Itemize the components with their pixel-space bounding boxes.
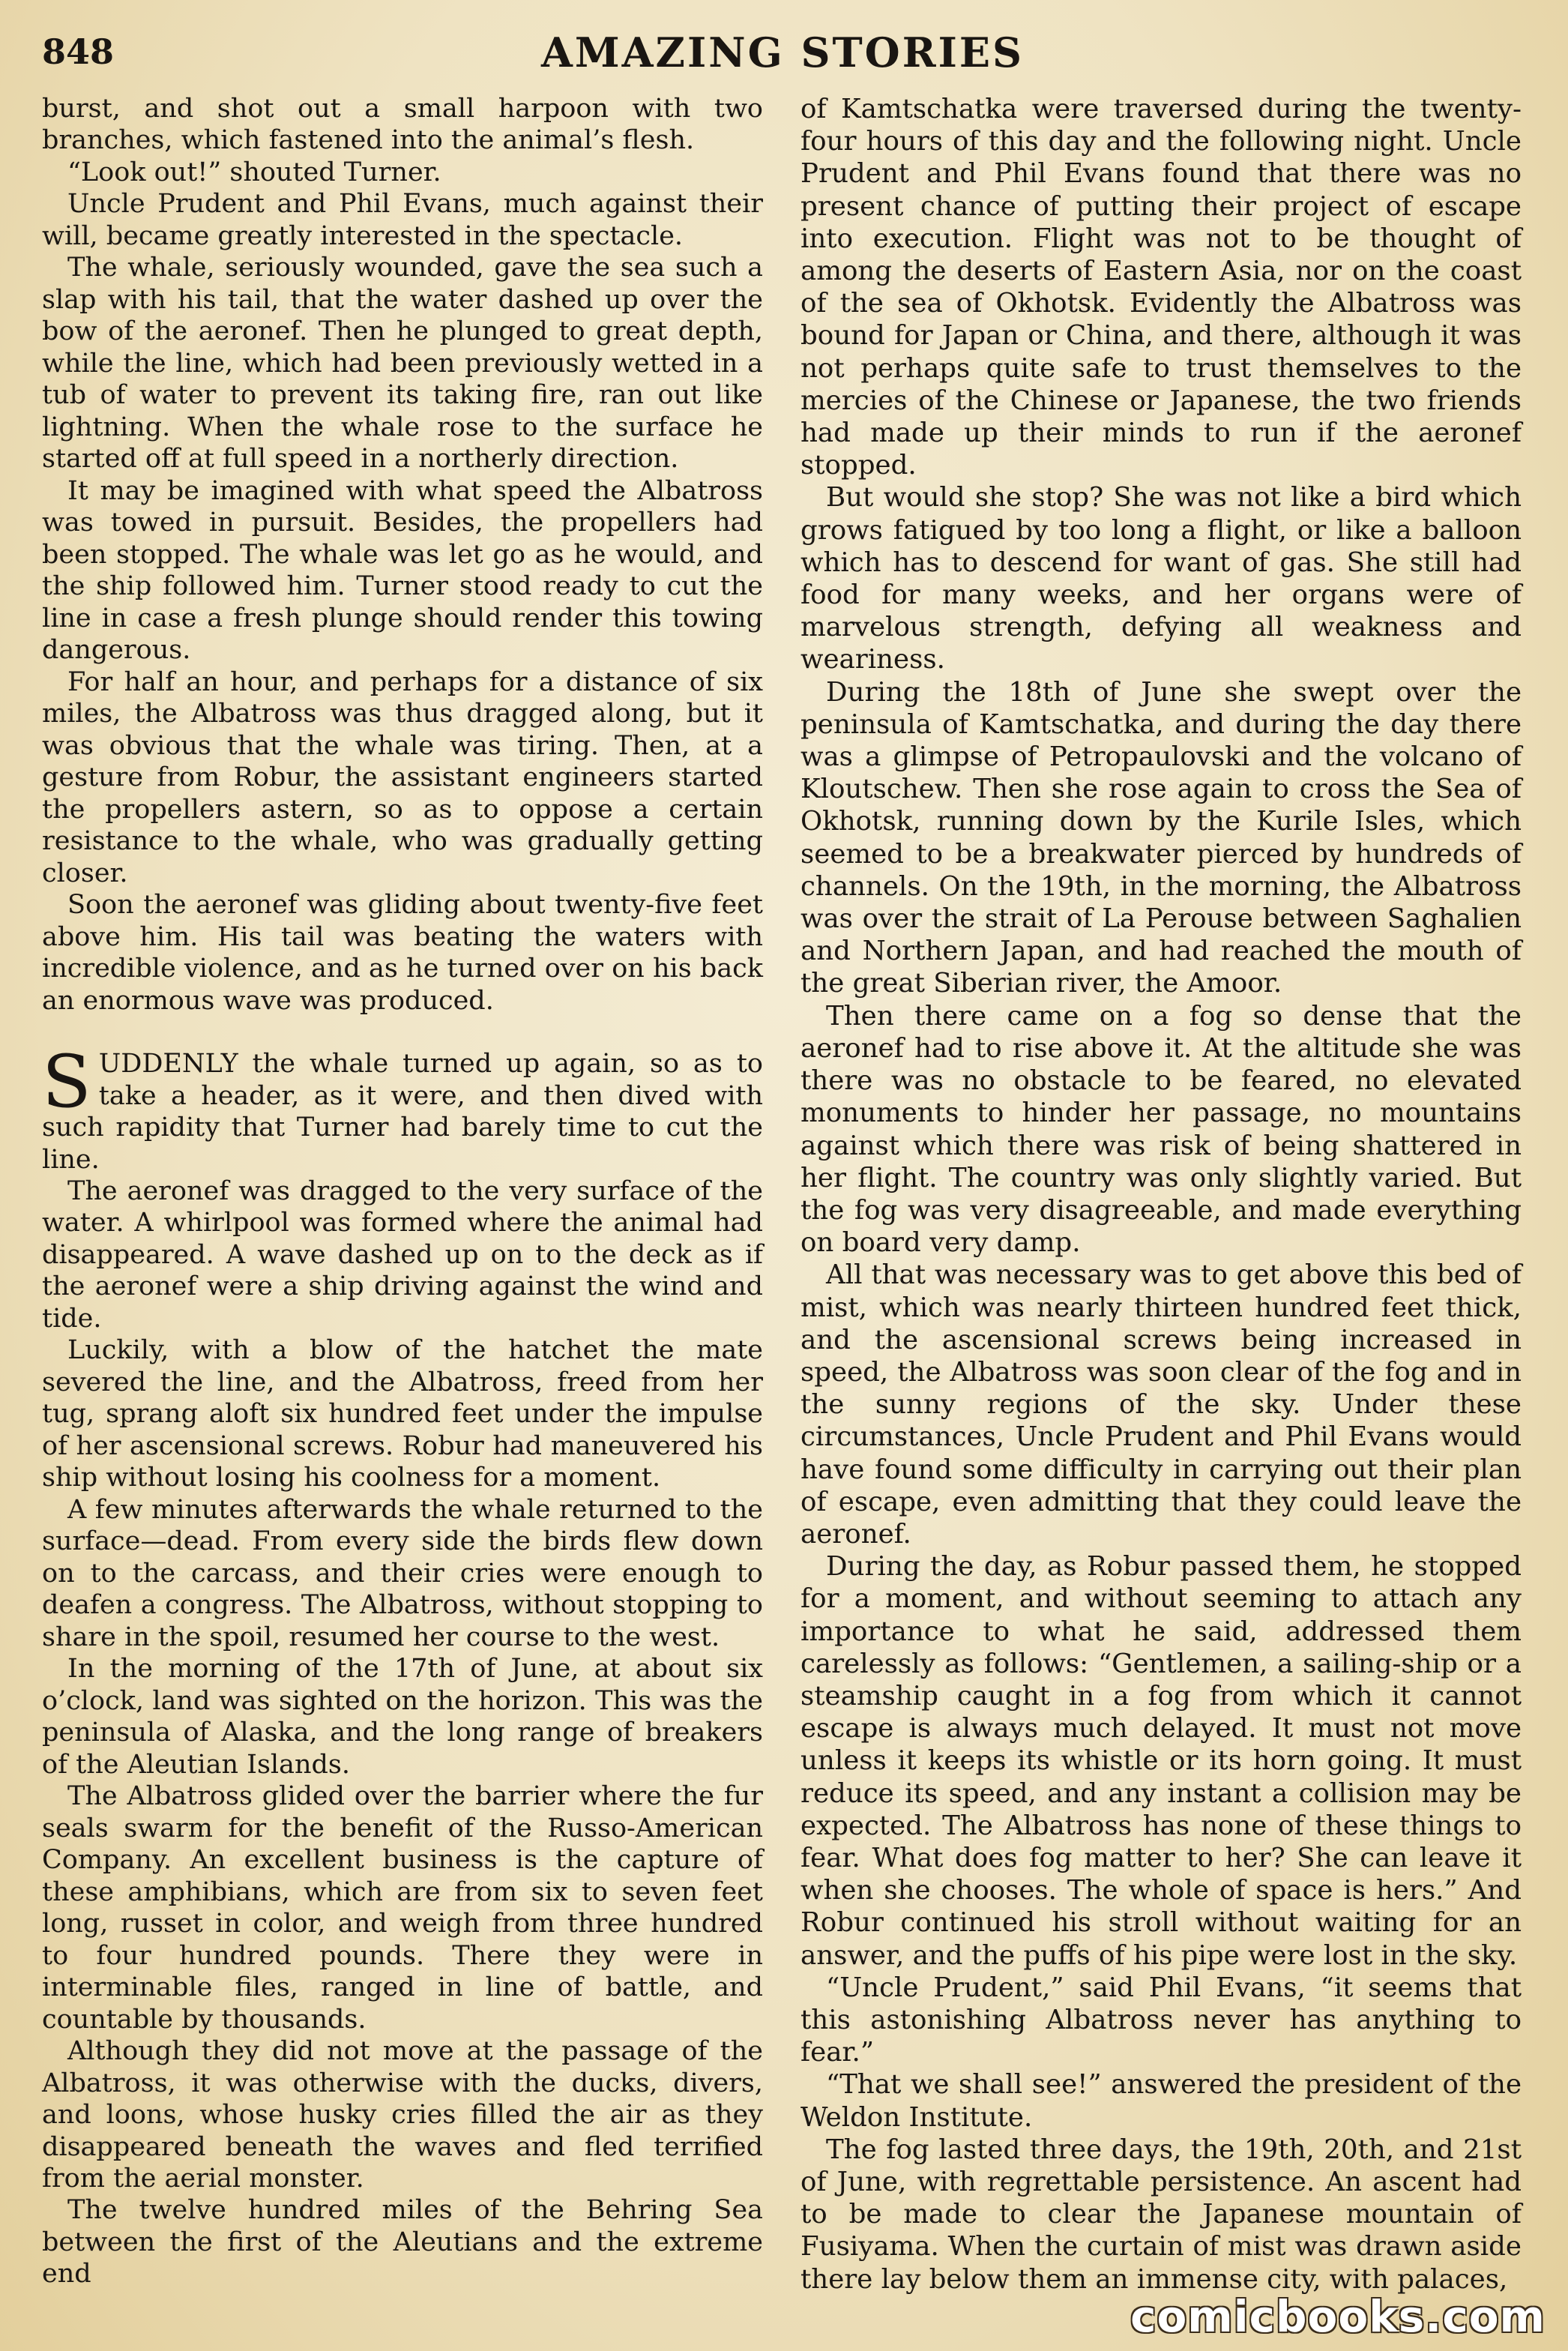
paragraph: During the day, as Robur passed them, he stopped for a moment, and without seeming to attach any importance to what he said, addressed them carelessly as follows: “Gentlemen, a sailing-ship or a steamship caught in a fog from which it cannot escape is always much delayed. It must not move unless it keeps its whistle or its horn going. It must reduce its speed, and any instant a collision may be expected. The Albatross has none of these things to fear. What does fog matter to her? She can leave it when she chooses. The whole of space is hers.” And Robur continued his stroll without waiting for an answer, and the puffs of his pipe were lost in the sky. — [800, 1551, 1522, 1971]
section-break — [42, 1017, 763, 1048]
opening-text: UDDENLY the whale turned up again, so as to take a header, as it were, and then dived with such rapidity that Turner had barely time to cut the line. — [42, 1049, 763, 1175]
paragraph: The twelve hundred miles of the Behring Sea between the first of the Aleutians and the extreme end — [42, 2195, 763, 2290]
paragraph: The aeronef was dragged to the very surface of the water. A whirlpool was formed where the animal had disappeared. A wave dashed up on to the deck as if the aeronef were a ship driving against the wind and tide. — [42, 1176, 763, 1334]
paragraph: “Look out!” shouted Turner. — [67, 157, 441, 187]
paragraph: Then there came on a fog so dense that the aeronef had to rise above it. At the altitude she was there was no obstacle to be feared, no elevated monuments to hinder her passage, no mountains against which there was risk of being shattered in her flight. The country was only slightly varied. But the fog was very disagreeable, and made everything on board very damp. — [800, 1000, 1522, 1259]
paragraph: The whale, seriously wounded, gave the sea such a slap with his tail, that the water dashed up over the bow of the aeronef. Then he plunged to great depth, while the line, which had been previously wetted in a tub of water to prevent its taking fire, ran out like lightning. When the whale rose to the surface he started off at full speed in a northerly direction. — [42, 253, 763, 475]
right-column — [800, 93, 1522, 2296]
paragraph: “That we shall see!” answered the president of the Weldon Institute. — [800, 2069, 1522, 2133]
paragraph: For half an hour, and perhaps for a distance of six miles, the Albatross was thus dragged along, but it was obvious that the whale was tiring. Then, at a gesture from Robur, the assistant engineers started the propellers astern, so as to oppose a certain resistance to the whale, who was gradually getting closer. — [42, 666, 763, 888]
paragraph: Although they did not move at the passage of the Albatross, it was otherwise with the ducks, divers, and loons, whose husky cries filled the air as they disappeared beneath the waves and fled terrified from the aerial monster. — [42, 2036, 763, 2194]
left-column — [42, 93, 763, 2290]
paragraph: The fog lasted three days, the 19th, 20th, and 21st of June, with regrettable persistence. An ascent had to be made to clear the Japanese mountain of Fusiyama. When the curtain of mist was drawn aside there lay below them an immense city, with palaces, — [800, 2134, 1522, 2295]
paragraph: In the morning of the 17th of June, at about six o’clock, land was sighted on the horizon. This was the peninsula of Alaska, and the long range of breakers of the Aleutian Islands. — [42, 1654, 763, 1780]
paragraph: The Albatross glided over the barrier where the fur seals swarm for the benefit of the Russo-American Company. An excellent business is the capture of these amphibians, which are from six to seven feet long, russet in color, and weigh from three hundred to four hundred pounds. There they were in interminable files, ranged in line of battle, and countable by thousands. — [42, 1781, 763, 2035]
paragraph: All that was necessary was to get above this bed of mist, which was nearly thirteen hundred feet thick, and the ascensional screws being increased in speed, the Albatross was soon clear of the fog and in the sunny regions of the sky. Under these circumstances, Uncle Prudent and Phil Evans would have found some difficulty in carrying out their plan of escape, even admitting that they could leave the aeronef. — [800, 1259, 1522, 1550]
magazine-title: AMAZING STORIES — [540, 28, 1025, 76]
paragraph: During the 18th of June she swept over the peninsula of Kamtschatka, and during the day there was a glimpse of Petropaulovski and the volcano of Kloutschew. Then she rose again to cross the Sea of Okhotsk, running down by the Kurile Isles, which seemed to be a breakwater pierced by hundreds of channels. On the 19th, in the morning, the Albatross was over the strait of La Perouse between Saghalien and Northern Japan, and had reached the mouth of the great Siberian river, the Amoor. — [800, 676, 1522, 999]
page-number: 848 — [42, 31, 115, 72]
paragraph: A few minutes afterwards the whale returned to the surface—dead. From every side the birds flew down on to the carcass, and their cries were enough to deafen a congress. The Albatross, without stopping to share in the spoil, resumed her course to the west. — [42, 1494, 763, 1652]
section-opening-paragraph — [42, 1040, 763, 1176]
paragraph: It may be imagined with what speed the Albatross was towed in pursuit. Besides, the propellers had been stopped. The whale was let go as he would, and the ship followed him. Turner stood ready to cut the line in case a fresh plunge should render this towing dangerous. — [42, 475, 763, 666]
page-header — [42, 28, 1523, 81]
paragraph: “Uncle Prudent,” said Phil Evans, “it seems that this astonishing Albatross never has anything to fear.” — [800, 1972, 1522, 2068]
drop-cap: S — [42, 1040, 91, 1125]
paragraph: burst, and shot out a small harpoon with two branches, which fastened into the animal’s flesh. — [42, 94, 763, 156]
watermark-logo: comicbooks.com — [1130, 2291, 1546, 2342]
paragraph: of Kamtschatka were traversed during the twenty-four hours of this day and the following night. Uncle Prudent and Phil Evans found that there was no present chance of putting their project of escape into execution. Flight was not to be thought of among the deserts of Eastern Asia, nor on the coast of the sea of Okhotsk. Evidently the Albatross was bound for Japan or China, and there, although it was not perhaps quite safe to trust themselves to the mercies of the Chinese or Japanese, the two friends had made up their minds to run if the aeronef stopped. — [800, 94, 1522, 481]
paragraph: Soon the aeronef was gliding about twenty-five feet above him. His tail was beating the waters with incredible violence, and as he turned over on his back an enormous wave was produced. — [42, 890, 763, 1016]
paragraph: But would she stop? She was not like a bird which grows fatigued by too long a flight, or like a balloon which has to descend for want of gas. She still had food for many weeks, and her organs were of marvelous strength, defying all weakness and weariness. — [800, 482, 1522, 675]
paragraph: Uncle Prudent and Phil Evans, much against their will, became greatly interested in the spectacle. — [42, 189, 763, 251]
paragraph: Luckily, with a blow of the hatchet the mate severed the line, and the Albatross, freed from her tug, sprang aloft six hundred feet under the impulse of her ascensional screws. Robur had maneuvered his ship without losing his coolness for a moment. — [42, 1335, 763, 1493]
